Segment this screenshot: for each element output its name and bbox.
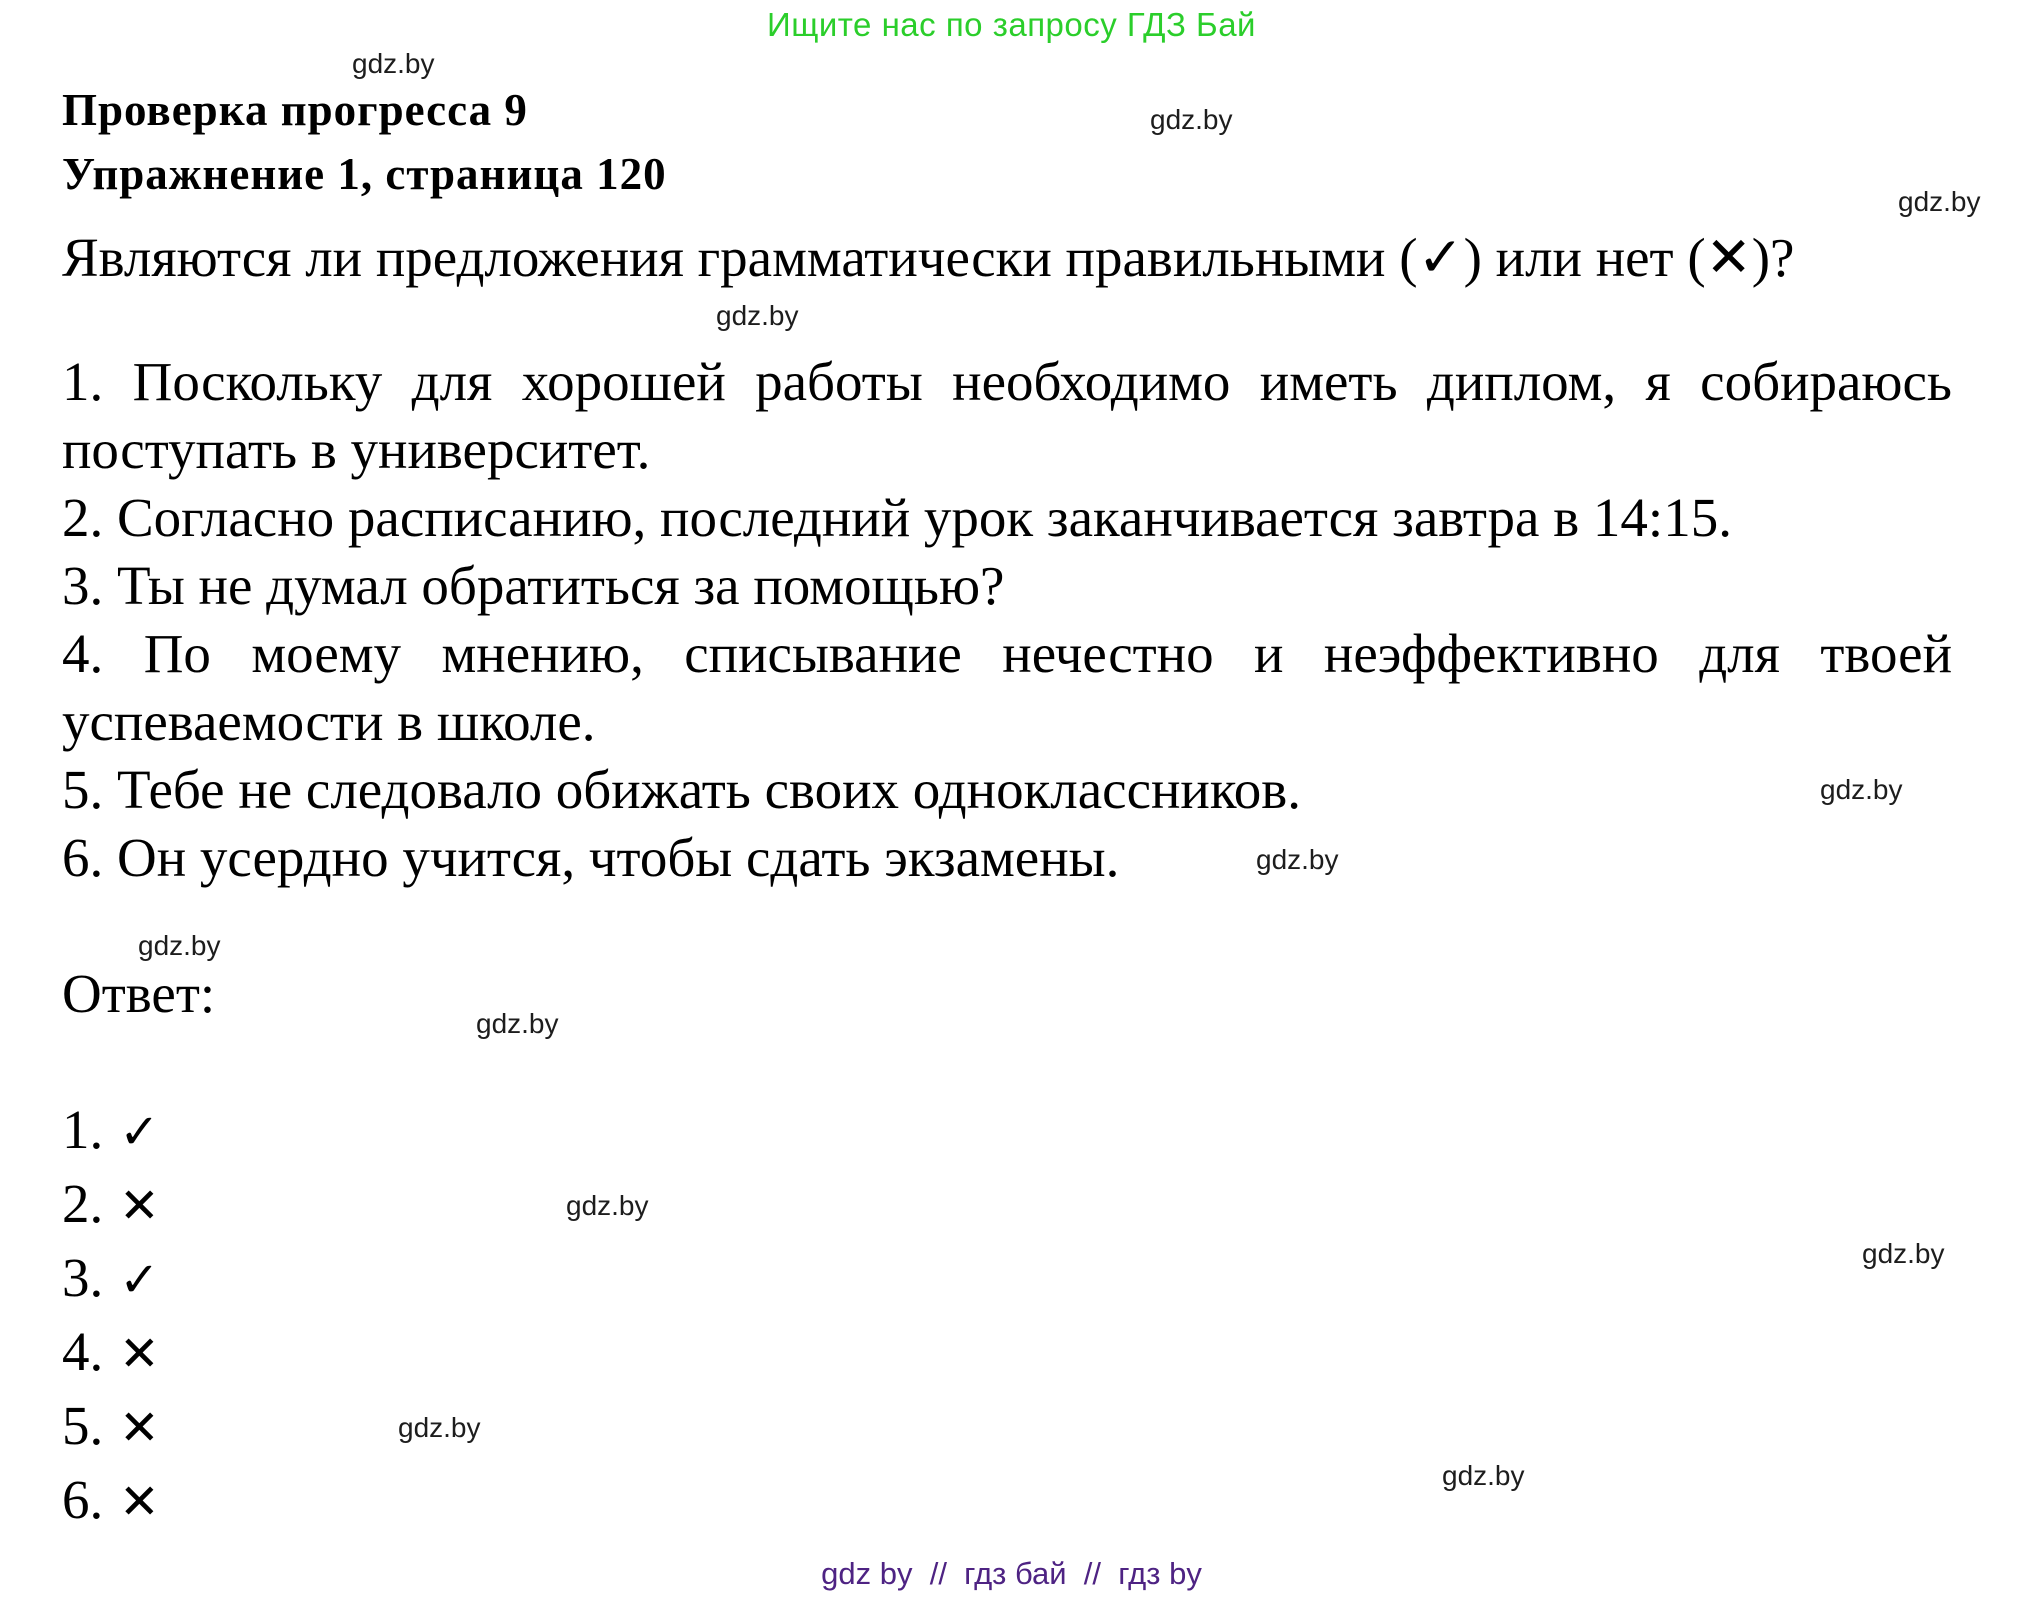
task-question: Являются ли предложения грамматически правильными (✓) или нет (✕)? — [62, 227, 1795, 288]
answer-number: 3. — [62, 1247, 104, 1308]
answer-number: 1. — [62, 1099, 104, 1160]
check-mark-icon: ✓ — [119, 1104, 160, 1160]
sentence-5: 5. Тебе не следовало обижать своих одноклассников. — [62, 759, 1302, 820]
answer-number: 4. — [62, 1321, 104, 1382]
gdzby-watermark: gdz.by — [1256, 844, 1339, 875]
answer-number: 5. — [62, 1395, 104, 1456]
footer-site-links: gdz by // гдз бай // гдз by — [821, 1556, 1202, 1591]
cross-mark-icon: ✕ — [119, 1326, 160, 1382]
gdzby-watermark: gdz.by — [138, 930, 221, 961]
answer-row-3 — [62, 1242, 159, 1316]
page-title: Проверка прогресса 9 — [62, 85, 528, 135]
gdzby-watermark: gdz.by — [1150, 104, 1233, 135]
sentence-4: 4. По моему мнению, списывание нечестно и неэффективно для твоей успеваемости в школе. — [62, 623, 1952, 752]
gdzby-watermark: gdz.by — [1898, 186, 1981, 217]
answer-row-1 — [62, 1094, 159, 1168]
sentence-1: 1. Поскольку для хорошей работы необходимо иметь диплом, я собираюсь поступать в университет. — [62, 351, 1952, 480]
answer-label: Ответ: — [62, 963, 216, 1024]
gdzby-watermark: gdz.by — [398, 1412, 481, 1443]
cross-mark-icon: ✕ — [119, 1474, 160, 1530]
answer-row-5 — [62, 1390, 159, 1464]
exercise-subtitle: Упражнение 1, страница 120 — [62, 149, 667, 199]
sentence-6: 6. Он усердно учится, чтобы сдать экзамены. — [62, 827, 1120, 888]
cross-mark-icon: ✕ — [119, 1400, 160, 1456]
gdzby-watermark: gdz.by — [1820, 774, 1903, 805]
gdzby-watermark: gdz.by — [716, 300, 799, 331]
sentence-list — [62, 348, 1952, 892]
promo-banner: Ищите нас по запросу ГДЗ Бай — [767, 6, 1256, 43]
gdzby-watermark: gdz.by — [352, 48, 435, 79]
answer-row-2 — [62, 1168, 159, 1242]
gdzby-watermark: gdz.by — [566, 1190, 649, 1221]
gdzby-watermark: gdz.by — [1862, 1238, 1945, 1269]
answer-row-6 — [62, 1464, 159, 1538]
gdzby-watermark: gdz.by — [476, 1008, 559, 1039]
answer-row-4 — [62, 1316, 159, 1390]
check-mark-icon: ✓ — [119, 1252, 160, 1308]
answer-list — [62, 1094, 159, 1538]
sentence-2: 2. Согласно расписанию, последний урок заканчивается завтра в 14:15. — [62, 487, 1732, 548]
sentence-3: 3. Ты не думал обратиться за помощью? — [62, 555, 1005, 616]
answer-number: 2. — [62, 1173, 104, 1234]
cross-mark-icon: ✕ — [119, 1178, 160, 1234]
gdzby-watermark: gdz.by — [1442, 1460, 1525, 1491]
answer-number: 6. — [62, 1469, 104, 1530]
